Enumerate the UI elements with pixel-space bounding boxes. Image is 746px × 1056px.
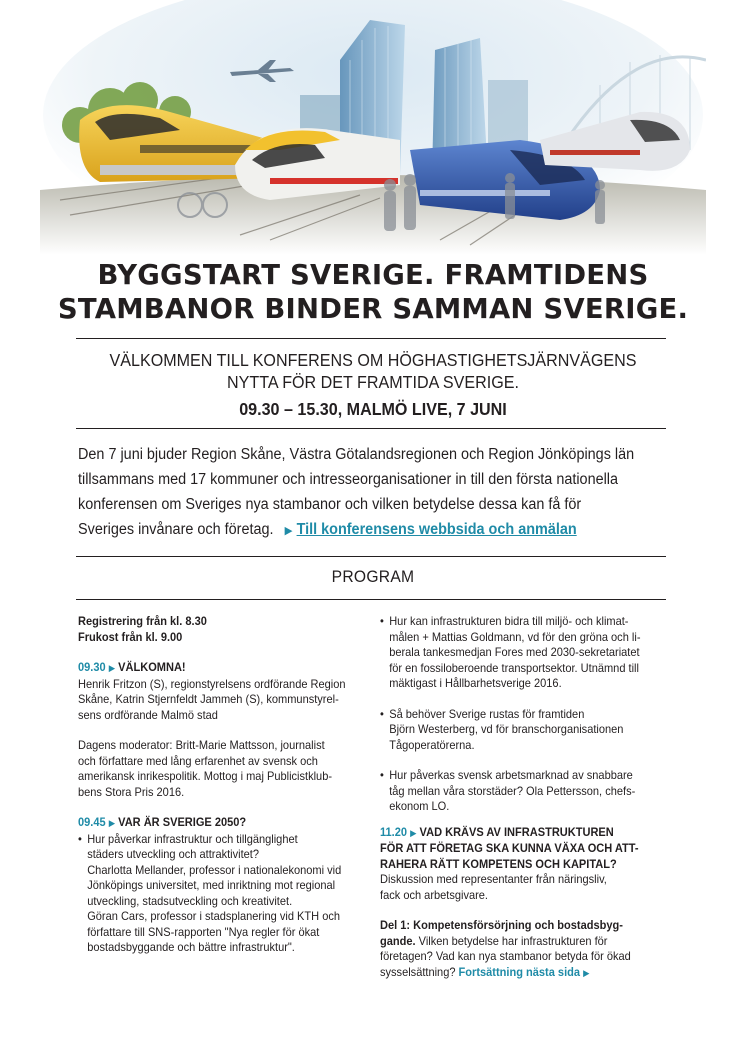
breakfast-time: Frukost från kl. 9.00	[78, 629, 183, 644]
divider	[76, 599, 666, 600]
session-text: utveckling, stadsutveckling och kreativitet.	[87, 893, 293, 908]
intro-line: tillsammans med 17 kommuner och intresseorganisationer in till den första nationella	[78, 471, 619, 488]
part-text: Vilken betydelse har infrastrukturen för	[418, 933, 608, 948]
bullet-text: ekonom LO.	[389, 799, 450, 813]
bullet-text: tåg mellan våra storstäder? Ola Pettersson, chefs-	[389, 783, 636, 798]
bullet-text: mäktigast i Hållbarhetsverige 2016.	[389, 676, 562, 690]
headline	[0, 258, 746, 326]
divider	[76, 556, 666, 557]
arrow-icon: ▶	[410, 827, 417, 838]
session-text: Henrik Fritzon (S), regionstyrelsens ordförande Region	[78, 676, 346, 691]
bullet-text: målen + Mattias Goldmann, vd för den gröna och li-	[389, 629, 641, 644]
bullet-text: Tågoperatörerna.	[389, 737, 475, 752]
intro-line: Den 7 juni bjuder Region Skåne, Västra Götalandsregionen och Region Jönköpings län	[78, 446, 635, 463]
divider	[76, 428, 666, 429]
headline-line: STAMBANOR BINDER SAMMAN SVERIGE.	[57, 293, 689, 325]
session-text: Diskussion med representanter från näringsliv,	[380, 872, 607, 886]
welcome-text	[30, 349, 716, 393]
moderator-text: bens Stora Pris 2016.	[78, 784, 185, 799]
bullet-text: berala tankesmedjan Fores med 2030-sekretariatet	[389, 645, 640, 659]
moderator-text: Dagens moderator: Britt-Marie Mattsson, journalist	[78, 738, 325, 752]
session-title: FÖR ATT FÖRETAG SKA KUNNA VÄXA OCH ATT-	[380, 841, 639, 855]
session-text: Charlotta Mellander, professor i nationalekonomi vid	[87, 862, 342, 877]
arrow-icon: ▶	[583, 967, 590, 978]
trains-illustration	[40, 0, 706, 255]
bullet-item: • Så behöver Sverige rustas för framtiden	[380, 707, 673, 723]
part-title: Del 1: Kompetensförsörjning och bostadsbyg-	[380, 918, 623, 932]
session-title: RAHERA RÄTT KOMPETENS OCH KAPITAL?	[380, 856, 617, 871]
intro-line: konferensen om Sveriges nya stambanor och vilken betydelse dessa kan få för	[78, 496, 582, 513]
event-datetime: 09.30 – 15.30, MALMÖ LIVE, 7 JUNI	[239, 399, 507, 419]
moderator-text: och författare med lång erfarenhet av svensk och	[78, 753, 318, 768]
bullet-text: Björn Westerberg, vd för branschorganisationen	[389, 722, 624, 736]
part-title: gande.	[380, 933, 416, 948]
program-title: PROGRAM	[331, 567, 415, 586]
part-text: sysselsättning?	[380, 964, 456, 979]
registration-link[interactable]: Till konferensens webbsida och anmälan	[296, 521, 577, 538]
hero-illustration	[40, 0, 706, 255]
link-arrow-icon: ▶	[284, 525, 293, 537]
session-title: VAR ÄR SVERIGE 2050?	[118, 815, 247, 829]
session-text: städers utveckling och attraktivitet?	[87, 847, 260, 861]
program-right-column	[380, 614, 673, 981]
continue-link[interactable]: Fortsättning nästa sida	[458, 964, 581, 979]
bullet-item: • Hur påverkar infrastruktur och tillgänglighet	[78, 832, 371, 848]
registration-time: Registrering från kl. 8.30	[78, 614, 207, 628]
bullet-text: för en fossiloberoende transportsektor. Utnämnd till	[389, 660, 639, 675]
session-text: Skåne, Katrin Stjernfeldt Jammeh (S), kommunstyrel-	[78, 692, 339, 706]
session-title: VÄLKOMNA!	[118, 660, 186, 674]
headline-line: BYGGSTART SVERIGE. FRAMTIDENS	[97, 259, 649, 291]
arrow-icon: ▶	[108, 818, 116, 828]
session-text: författare till SNS-rapporten "Nya regler för ökat	[87, 924, 320, 939]
part-text: företagen? Vad kan nya stambanor betyda för ökad	[380, 949, 631, 963]
intro-paragraph	[78, 442, 636, 544]
welcome-line: NYTTA FÖR DET FRAMTIDA SVERIGE.	[227, 372, 519, 392]
session-title: VAD KRÄVS AV INFRASTRUKTUREN	[419, 824, 614, 839]
welcome-line: VÄLKOMMEN TILL KONFERENS OM HÖGHASTIGHETSJÄRNVÄGENS	[109, 350, 637, 370]
session-time: 09.45	[78, 815, 106, 829]
program-left-column	[78, 614, 371, 956]
bullet-item: • Hur påverkas svensk arbetsmarknad av snabbare	[380, 768, 673, 784]
session-text: Jönköpings universitet, med inriktning mot regional	[87, 878, 336, 892]
session-text: fack och arbetsgivare.	[380, 887, 489, 902]
divider	[76, 338, 666, 339]
session-time: 11.20	[380, 824, 408, 839]
intro-line: Sveriges invånare och företag.	[78, 521, 274, 538]
bullet-item: • Hur kan infrastrukturen bidra till miljö- och klimat-	[380, 614, 673, 630]
session-text: bostadsbyggande och bättre infrastruktur".	[87, 940, 295, 954]
arrow-icon: ▶	[108, 663, 116, 673]
session-text: Göran Cars, professor i stadsplanering vid KTH och	[87, 909, 341, 923]
session-text: sens ordförande Malmö stad	[78, 707, 218, 722]
session-time: 09.30	[78, 660, 106, 674]
moderator-text: amerikansk inrikespolitik. Mottog i maj Publicistklub-	[78, 769, 333, 783]
